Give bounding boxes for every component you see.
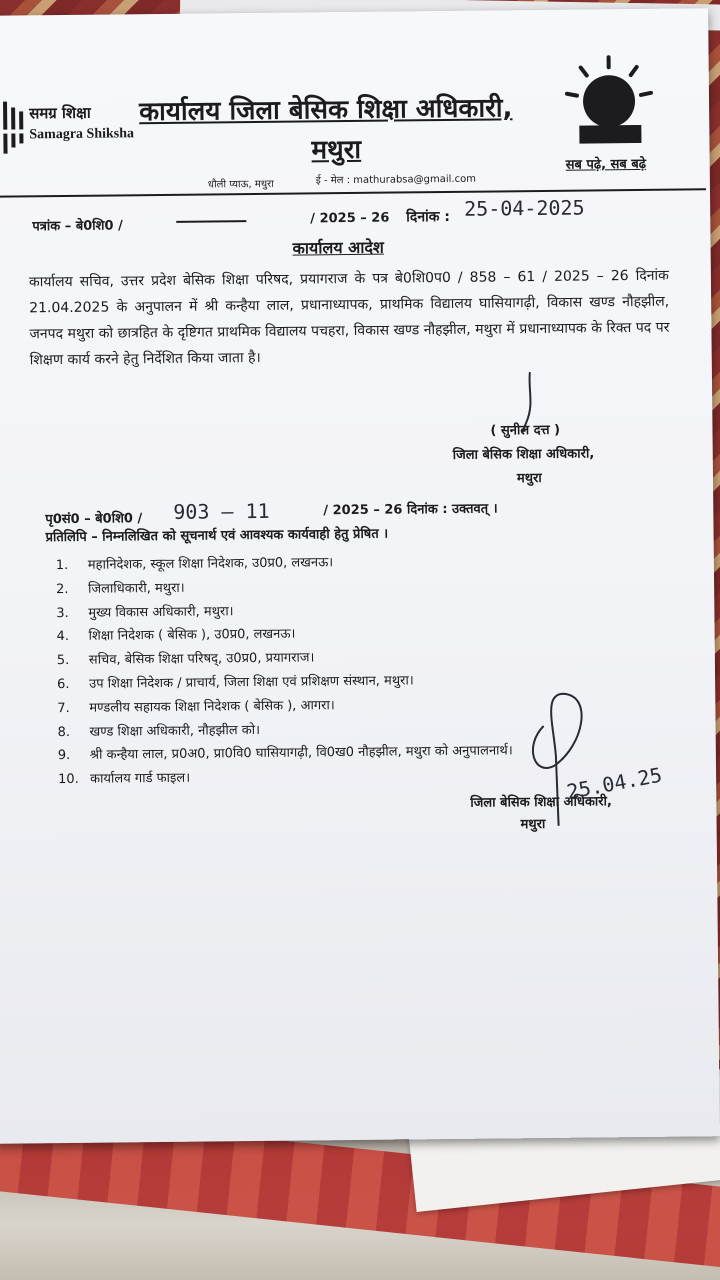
list-item: 9. श्री कन्हैया लाल, प्र0अ0, प्रा0वि0 घासियागढ़ी, वि0ख0 नौहझील, मथुरा को अनुपालनार्थ। [57, 743, 513, 764]
office-email: ई - मेल : mathurabsa@gmail.com [315, 173, 476, 187]
reference-label: पत्रांक – बे0शि0 / [32, 218, 123, 235]
order-title: कार्यालय आदेश [292, 237, 384, 258]
office-address: धौली प्याऊ, मथुरा [207, 178, 274, 191]
list-item: 10. कार्यालय गार्ड फाइल। [58, 770, 191, 788]
list-item: 8. खण्ड शिक्षा अधिकारी, नौहझील को। [57, 722, 261, 740]
handwritten-date: 25-04-2025 [464, 195, 585, 221]
list-item: 4. शिक्षा निदेशक ( बेसिक ), उ0प्र0, लखनऊ। [56, 626, 296, 645]
brand-hindi: समग्र शिक्षा [29, 103, 91, 123]
list-item: 5. सचिव, बेसिक शिक्षा परिषद्, उ0प्र0, प्रयागराज। [56, 650, 315, 669]
endorsement-number: 903 – 11 [173, 498, 270, 524]
list-item: 7. मण्डलीय सहायक शिक्षा निदेशक ( बेसिक ), आगरा। [57, 697, 335, 716]
signatory-2-date: 25.04.25 [564, 762, 664, 804]
reference-year: / 2025 – 26 [310, 210, 390, 227]
sun-logo-icon [559, 53, 660, 164]
order-body: कार्यालय सचिव, उत्तर प्रदेश बेसिक शिक्षा परिषद, प्रयागराज के पत्र बे0शि0प0 / 858 – 61 / 2025 – 26 दिनांक 21.04.2025 के अनुपालन में श्री कन्हैया लाल, प्रधानाध्यापक, प्राथमिक विद्यालय घासियागढ़ी, विकास खण्ड नौहझील, जनपद मथुरा को छात्रहित के दृष्टिगत प्राथमिक विद्यालय पचहरा, विकास खण्ड नौहझील, मथुरा में प्रधानाध्यापक के रिक्त पद पर शिक्षण कार्य करने हेतु निर्देशित किया जाता है। [28, 267, 670, 369]
endorsement-label: पृ0सं0 – बे0शि0 / [45, 511, 143, 528]
list-item: 2. जिलाधिकारी, मथुरा। [56, 580, 185, 597]
signatory-2-place: मथुरा [520, 816, 546, 833]
office-order-document [0, 8, 720, 1144]
brand-english: Samagra Shiksha [29, 126, 135, 143]
header-divider [0, 188, 706, 197]
office-title: कार्यालय जिला बेसिक शिक्षा अधिकारी, [138, 93, 513, 128]
copy-list [56, 550, 513, 793]
endorsement-date: / 2025 – 26 दिनांक : उक्तवत् । [323, 501, 498, 519]
list-item: 1. महानिदेशक, स्कूल शिक्षा निदेशक, उ0प्र0, लखनऊ। [55, 555, 334, 574]
signatory-name: ( सुनील दत्त ) [490, 422, 561, 439]
reference-blank-line [176, 220, 246, 223]
date-label: दिनांक : [406, 208, 451, 226]
copy-heading: प्रतिलिपि – निम्नलिखित को सूचनार्थ एवं आवश्यक कार्यवाही हेतु प्रेषित । [45, 526, 389, 546]
list-item: 3. मुख्य विकास अधिकारी, मथुरा। [56, 603, 234, 621]
signatory-place: मथुरा [516, 471, 542, 487]
samagra-shiksha-logo-icon [0, 93, 26, 163]
signatory-designation: जिला बेसिक शिक्षा अधिकारी, [452, 446, 595, 463]
signatory-2-designation: जिला बेसिक शिक्षा अधिकारी, [470, 794, 612, 811]
office-city: मथुरा [311, 134, 362, 166]
list-item: 6. उप शिक्षा निदेशक / प्राचार्य, जिला शिक्षा एवं प्रशिक्षण संस्थान, मथुरा। [57, 673, 414, 693]
tagline: सब पढ़े, सब बढ़े [565, 156, 647, 173]
